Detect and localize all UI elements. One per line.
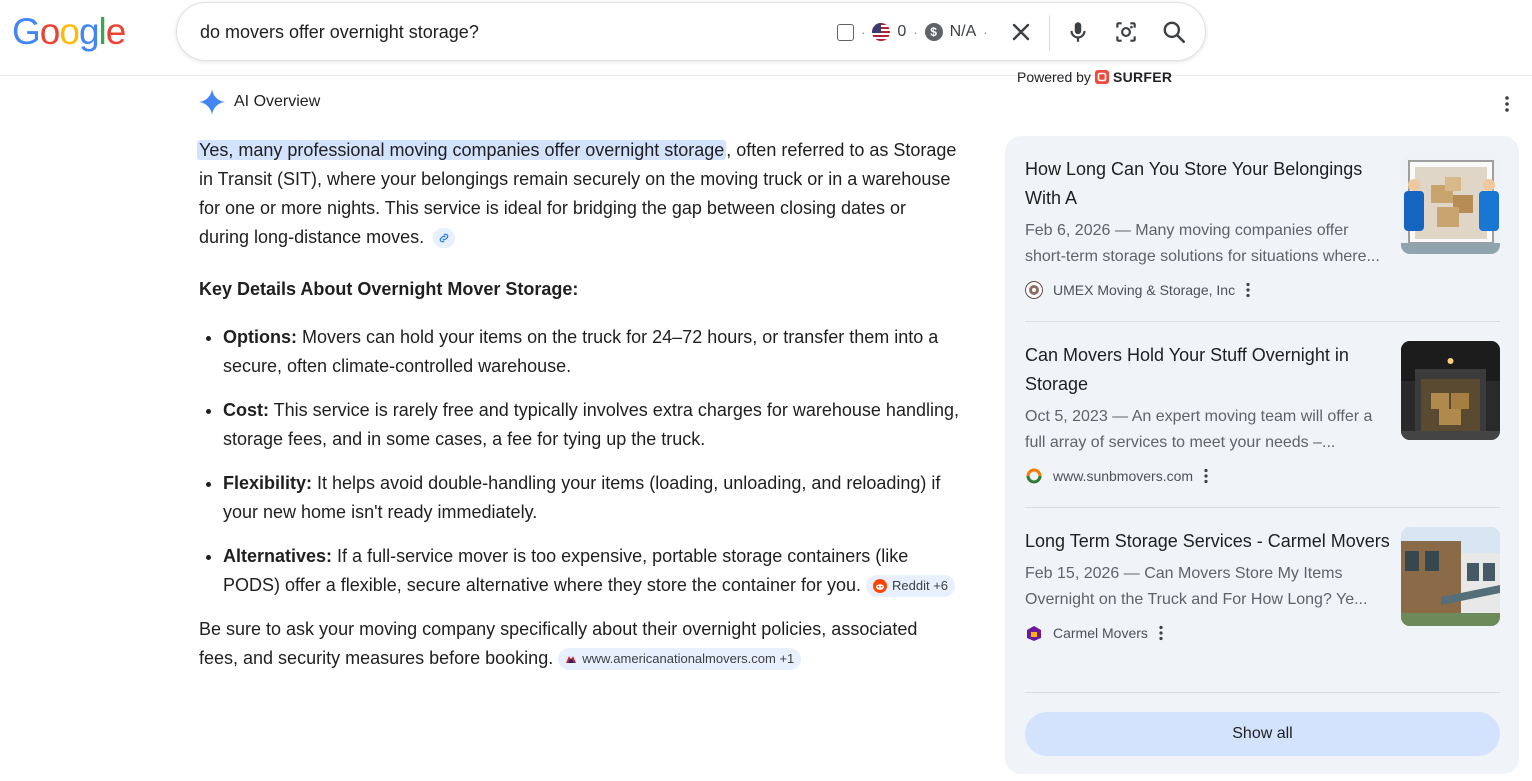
closing-text: Be sure to ask your moving company specifically about their overnight policies, associated fees, and security measures before booking. <box>199 619 918 668</box>
source-site <box>1025 280 1500 300</box>
list-item <box>223 323 959 381</box>
carmel-movers-favicon <box>1025 624 1043 642</box>
snippet-line: Oct 5, 2023 — An expert moving team will offer a <box>1025 408 1373 425</box>
gemini-sparkle-icon <box>199 89 225 115</box>
snippet-line: short-term storage solutions for situations where... <box>1025 248 1380 265</box>
intro-paragraph <box>199 136 959 252</box>
source-card[interactable] <box>1025 527 1500 643</box>
bullet-text: If a full-service mover is too expensive, portable storage containers (like PODS) offer a flexible, secure alternative where they store the container for you. <box>223 546 909 595</box>
powered-by-brand[interactable]: SURFER <box>1112 69 1173 85</box>
camera-icon[interactable] <box>1113 19 1139 45</box>
mic-icon[interactable] <box>1065 19 1091 45</box>
reddit-chip-label: Reddit +6 <box>892 578 949 594</box>
american-national-source-chip[interactable] <box>558 648 801 670</box>
dot-separator: · <box>913 24 918 40</box>
surfer-logo-icon <box>1095 70 1109 84</box>
search-input[interactable]: do movers offer overnight storage? <box>200 22 479 42</box>
ai-overview-header <box>199 89 320 115</box>
source-card[interactable] <box>1025 155 1500 300</box>
snippet-line: full array of services to meet your needs –... <box>1025 434 1336 451</box>
source-snippet <box>1025 404 1391 456</box>
more-options-icon[interactable] <box>1501 95 1513 113</box>
umex-favicon <box>1025 281 1043 299</box>
google-logo[interactable]: Google <box>12 11 126 52</box>
more-options-icon[interactable] <box>1203 468 1209 484</box>
extension-value: N/A <box>949 23 977 40</box>
american-national-favicon <box>565 653 577 665</box>
bullet-text: Movers can hold your items on the truck for 24–72 hours, or transfer them into a secure, often climate-controlled warehouse. <box>223 327 939 376</box>
bullet-label: Options: <box>223 327 297 347</box>
show-all-button[interactable]: Show all <box>1025 712 1500 756</box>
more-options-icon[interactable] <box>1245 282 1251 298</box>
powered-by <box>1017 69 1172 85</box>
sources-panel <box>1005 136 1519 774</box>
card-divider <box>1025 321 1500 322</box>
snippet-line: Overnight on the Truck and For How Long? Ye... <box>1025 591 1368 608</box>
intro-text: , often referred to as Storage in Transit (SIT), where your belongings remain securely on the moving truck or in a warehouse for one or more nights. This service is ideal for bridging the gap between closing dates or during long-distance moves. <box>199 140 957 247</box>
powered-by-label: Powered by <box>1017 69 1091 85</box>
key-details-list <box>199 323 959 600</box>
source-title[interactable]: How Long Can You Store Your Belongings With A <box>1025 159 1363 208</box>
dot-separator: · <box>983 24 988 40</box>
card-divider <box>1025 692 1500 693</box>
reddit-icon <box>873 579 887 593</box>
reddit-source-chip[interactable] <box>866 575 955 597</box>
bullet-label: Cost: <box>223 400 269 420</box>
us-flag-icon <box>872 23 890 41</box>
source-thumbnail[interactable] <box>1401 527 1500 626</box>
ai-overview-title: AI Overview <box>234 93 321 110</box>
source-thumbnail[interactable] <box>1401 155 1500 254</box>
snippet-line: Feb 15, 2026 — Can Movers Store My Items <box>1025 565 1343 582</box>
source-site-name: UMEX Moving & Storage, Inc <box>1053 282 1236 298</box>
list-item <box>223 542 959 600</box>
source-link-button[interactable] <box>433 228 455 248</box>
sunbmovers-favicon <box>1025 467 1043 485</box>
dollar-icon: $ <box>925 23 943 41</box>
source-title[interactable]: Can Movers Hold Your Stuff Overnight in Storage <box>1025 345 1349 394</box>
source-site <box>1025 466 1500 486</box>
bullet-label: Alternatives: <box>223 546 333 566</box>
search-divider <box>1049 15 1050 51</box>
dot-separator: · <box>861 24 866 40</box>
closing-paragraph <box>199 615 959 673</box>
link-icon <box>438 232 450 244</box>
bullet-text: It helps avoid double-handling your items (loading, unloading, and reloading) if your new home isn't ready immediately. <box>223 473 941 522</box>
extension-count: 0 <box>897 23 907 40</box>
source-site-name: www.sunbmovers.com <box>1053 468 1194 484</box>
clear-icon[interactable] <box>1009 20 1033 44</box>
source-thumbnail[interactable] <box>1401 341 1500 440</box>
section-title: Key Details About Overnight Mover Storage: <box>199 279 579 299</box>
source-site-name: Carmel Movers <box>1053 625 1148 641</box>
source-site <box>1025 623 1500 643</box>
extension-widget <box>837 20 988 44</box>
source-card[interactable] <box>1025 341 1500 486</box>
card-divider <box>1025 507 1500 508</box>
search-box[interactable] <box>176 2 1206 61</box>
more-options-icon[interactable] <box>1158 625 1164 641</box>
bullet-label: Flexibility: <box>223 473 313 493</box>
snippet-line: Feb 6, 2026 — Many moving companies offer <box>1025 222 1349 239</box>
bullet-text: This service is rarely free and typically involves extra charges for warehouse handling, storage fees, and in some cases, a fee for tying up the truck. <box>223 400 959 449</box>
source-title[interactable]: Long Term Storage Services - Carmel Movers <box>1025 531 1390 551</box>
search-icon[interactable] <box>1161 19 1187 45</box>
source-snippet <box>1025 561 1391 613</box>
list-item <box>223 396 959 454</box>
ai-overview-body <box>199 136 959 673</box>
source-snippet <box>1025 218 1391 270</box>
extension-checkbox[interactable] <box>837 24 854 41</box>
highlighted-answer: Yes, many professional moving companies offer overnight storage <box>199 140 725 160</box>
list-item <box>223 469 959 527</box>
header-divider <box>0 75 1532 76</box>
american-national-chip-label: www.americanationalmovers.com +1 <box>582 651 795 667</box>
